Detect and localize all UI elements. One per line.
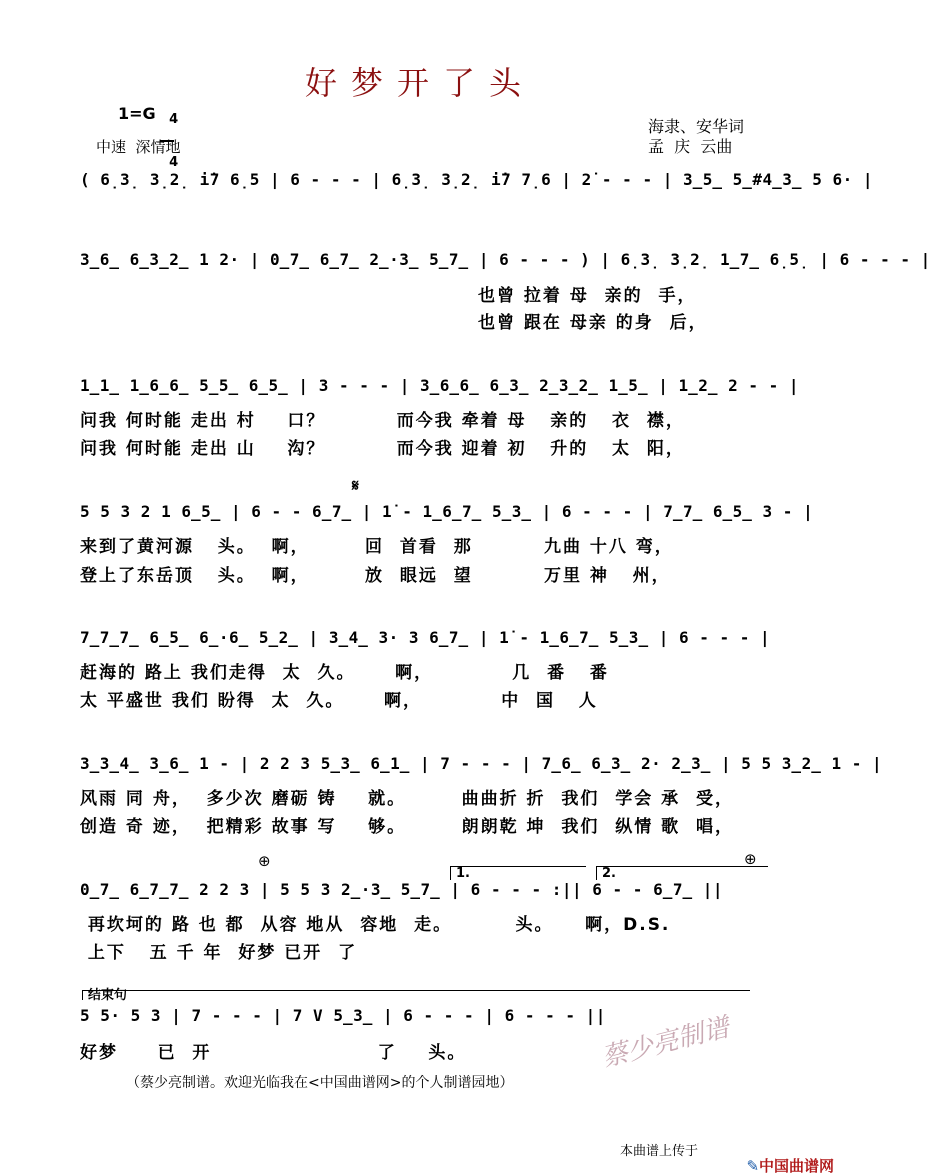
time-signature-bottom: 4 [169, 155, 179, 170]
site-logo-text: 中国曲谱网 [759, 1157, 835, 1175]
score-row-4-lyric-2: 登上了东岳顶 头。 啊， 放 眼远 望 万里 神 州， [80, 566, 671, 586]
score-row-6-lyric-2: 创造 奇 迹， 把精彩 故事 写 够。 朗朗乾 坤 我们 纵情 歌 唱， [80, 817, 734, 837]
ending-label: 结束句 [88, 988, 128, 1003]
volta-1-hook [450, 866, 451, 880]
score-row-6-notes: 3̲3̲4̲ 3̲6̲ 1 - | 2 2 3 5̲3̲ 6̲1̲ | 7 - - - | 7̲6̲ 6̲3̲ 2· 2̲3̲ | 5 5 3̲2̲ 1 - | [80, 754, 883, 773]
segno-sign: 𝄋 [352, 476, 359, 495]
score-row-4-lyric-1: 来到了黄河源 头。 啊， 回 首看 那 九曲 十八 弯， [80, 537, 674, 557]
score-row-7-lyric-1: 再坎坷的 路 也 都 从容 地从 容地 走。 头。 啊，D.S. [80, 915, 671, 935]
time-signature-top: 4 [169, 112, 179, 127]
volta-1-label: 1. [456, 866, 470, 881]
ending-bracket-line [82, 990, 750, 991]
score-row-8-lyric: 好梦 已 开 了 头。 [80, 1043, 467, 1063]
ending-bracket-hook [82, 990, 83, 1000]
volta-2-hook [596, 866, 597, 880]
volta-2-label: 2. [602, 866, 616, 881]
score-row-5-lyric-2: 太 平盛世 我们 盼得 太 久。 啊， 中 国 人 [80, 691, 598, 711]
score-row-3-lyric-2: 问我 何时能 走出 山 沟？ 而今我 迎着 初 升的 太 阳， [80, 439, 685, 459]
site-logo [736, 1137, 834, 1176]
score-row-5-lyric-1: 赶海的 路上 我们走得 太 久。 啊， 几 番 番 [80, 663, 609, 683]
time-signature [160, 100, 178, 169]
score-row-5-notes: 7̲7̲7̲ 6̲5̲ 6̲·6̲ 5̲2̲ | 3̲4̲ 3· 3 6̲7̲ | 1̇ - 1̲6̲7̲ 5̲3̲ | 6 - - - | [80, 628, 771, 647]
score-row-4-notes: 5 5 3 2 1 6̲5̲ | 6 - - 6̲7̲ | 1̇ - 1̲6̲7̲ 5̲3̲ | 6 - - - | 7̲7̲ 6̲5̲ 3 - | [80, 502, 814, 521]
footer-note: （蔡少亮制谱。欢迎光临我在<中国曲谱网>的个人制谱园地） [126, 1075, 514, 1091]
score-row-1-notes: ( 6̣3̣ 3̣2̣ i̇7 6̣5 | 6 - - - | 6̣3̣ 3̣2̣ i̇7 7̣6 | 2̇ - - - | 3̲5̲ 5̲#4̲3̲ 5 6· | [80, 170, 873, 189]
score-row-7-notes: 0̲7̲ 6̲7̲7̲ 2 2 3 | 5 5 3 2̲·3̲ 5̲7̲ | 6 - - - :|| 6 - - 6̲7̲ || [80, 880, 723, 899]
score-row-3-lyric-1: 问我 何时能 走出 村 口？ 而今我 牵着 母 亲的 衣 襟， [80, 411, 685, 431]
score-row-6-lyric-1: 风雨 同 舟， 多少次 磨砺 铸 就。 曲曲折 折 我们 学会 承 受， [80, 789, 734, 809]
score-row-7-lyric-2: 上下 五 千 年 好梦 已开 了 [80, 943, 358, 963]
watermark: 蔡少亮制谱 [598, 1012, 733, 1074]
volta-2-bracket [596, 866, 768, 867]
coda-sign-1: ⊕ [258, 852, 271, 870]
lyricist-credit: 海隶、安华词 [648, 117, 745, 136]
score-row-2-lyric-2: 也曾 跟在 母亲 的身 后， [478, 313, 708, 333]
tempo-marking: 中速 深情地 [96, 138, 181, 156]
composer-credit: 孟 庆 云曲 [648, 137, 733, 156]
song-title: 好梦开了头 [304, 64, 535, 102]
score-row-2-notes: 3̲6̲ 6̲3̲2̲ 1 2· | 0̲7̲ 6̲7̲ 2̲·3̲ 5̲7̲ | 6 - - - ) | 6̣3̣ 3̣2̣ 1̲7̲ 6̣5̣ | 6 - - - | [80, 250, 931, 269]
score-row-2-lyric-1: 也曾 拉着 母 亲的 手， [478, 286, 697, 306]
volta-1-bracket [450, 866, 586, 867]
logo-icon: ✎ [746, 1157, 760, 1175]
score-row-3-notes: 1̲1̲ 1̲6̲6̲ 5̲5̲ 6̲5̲ | 3 - - - | 3̲6̲6̲ 6̲3̲ 2̲3̲2̲ 1̲5̲ | 1̲2̲ 2 - - | [80, 376, 800, 395]
key-signature: 1=G [118, 104, 156, 123]
coda-sign-2: ⊕ [744, 850, 757, 868]
upload-source-text: 本曲谱上传于 [620, 1144, 699, 1159]
score-row-8-notes: 5 5· 5 3 | 7 - - - | 7 V 5̲3̲ | 6 - - - | 6 - - - || [80, 1006, 606, 1025]
